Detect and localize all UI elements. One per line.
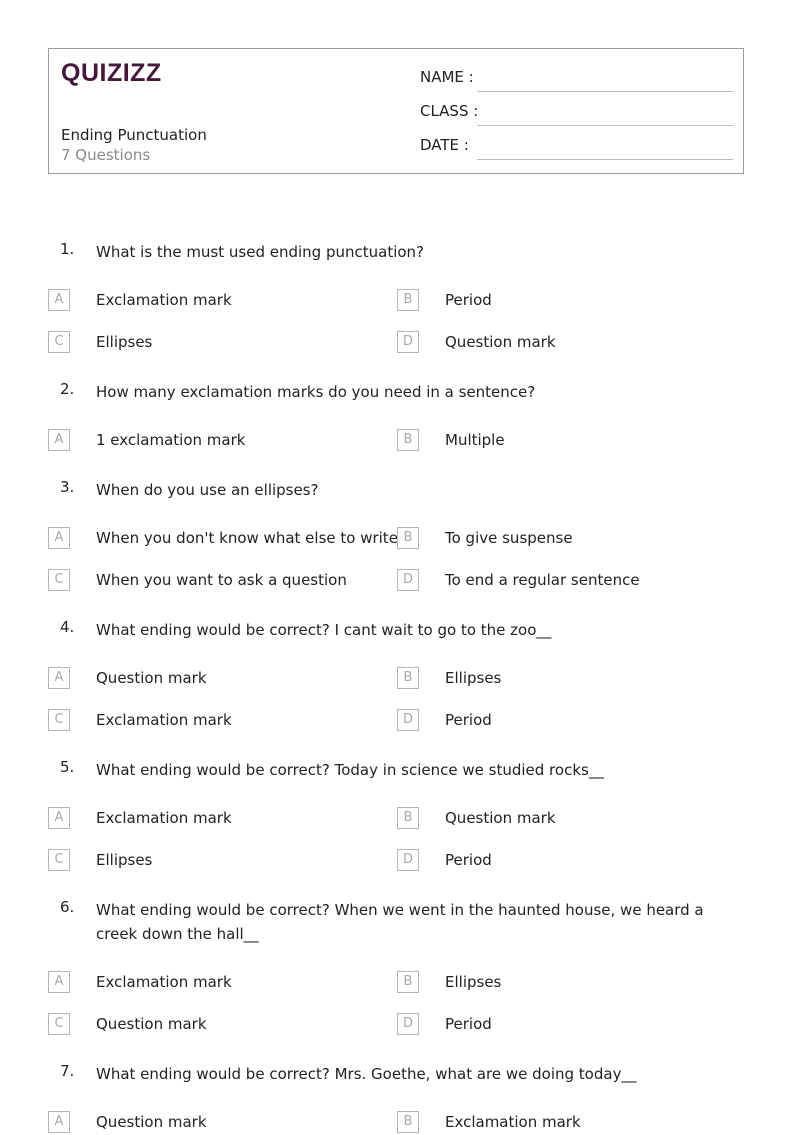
option-text: Question mark bbox=[445, 333, 556, 351]
question-number: 3. bbox=[60, 478, 75, 496]
option-letter-box[interactable]: A bbox=[48, 429, 70, 451]
option-letter-box[interactable]: A bbox=[48, 1111, 70, 1133]
question-text: How many exclamation marks do you need in a sentence? bbox=[96, 383, 536, 401]
option-letter-box[interactable]: C bbox=[48, 569, 70, 591]
question-text: What ending would be correct? When we went in the haunted house, we heard a creek down the hall__ bbox=[96, 901, 704, 943]
option-letter-box[interactable]: C bbox=[48, 709, 70, 731]
name-field[interactable] bbox=[420, 68, 733, 92]
option-letter-box[interactable]: D bbox=[397, 709, 419, 731]
name-line bbox=[477, 91, 733, 92]
option-letter-box[interactable]: B bbox=[397, 807, 419, 829]
question-text: What ending would be correct? Mrs. Goethe, what are we doing today__ bbox=[96, 1065, 637, 1083]
option-text: To end a regular sentence bbox=[445, 571, 640, 589]
option-text: 1 exclamation mark bbox=[96, 431, 246, 449]
question-text: What ending would be correct? I cant wait to go to the zoo__ bbox=[96, 621, 552, 639]
option-letter-box[interactable]: C bbox=[48, 331, 70, 353]
question-number: 2. bbox=[60, 380, 75, 398]
option-letter-box[interactable]: B bbox=[397, 527, 419, 549]
option-letter-box[interactable]: A bbox=[48, 527, 70, 549]
option-text: Ellipses bbox=[445, 669, 502, 687]
question-number: 7. bbox=[60, 1062, 75, 1080]
option-letter-box[interactable]: A bbox=[48, 807, 70, 829]
option-text: Multiple bbox=[445, 431, 505, 449]
option-text: Period bbox=[445, 711, 492, 729]
option-letter-box[interactable]: B bbox=[397, 289, 419, 311]
option-letter-box[interactable]: A bbox=[48, 667, 70, 689]
option-text: Exclamation mark bbox=[96, 711, 232, 729]
option-text: Period bbox=[445, 291, 492, 309]
option-letter-box[interactable]: D bbox=[397, 1013, 419, 1035]
date-label: DATE : bbox=[420, 136, 469, 154]
option-text: Question mark bbox=[445, 809, 556, 827]
option-text: When you don't know what else to write bbox=[96, 529, 398, 547]
class-line bbox=[477, 125, 733, 126]
option-text: Ellipses bbox=[96, 851, 153, 869]
question-number: 5. bbox=[60, 758, 75, 776]
question-number: 1. bbox=[60, 240, 75, 258]
option-text: Period bbox=[445, 851, 492, 869]
question-count: 7 Questions bbox=[61, 146, 151, 164]
date-field[interactable] bbox=[420, 136, 733, 160]
option-text: Exclamation mark bbox=[96, 973, 232, 991]
worksheet-title: Ending Punctuation bbox=[61, 126, 207, 144]
option-letter-box[interactable]: A bbox=[48, 971, 70, 993]
option-text: Exclamation mark bbox=[96, 809, 232, 827]
question-number: 4. bbox=[60, 618, 75, 636]
option-text: Question mark bbox=[96, 1015, 207, 1033]
name-label: NAME : bbox=[420, 68, 474, 86]
question-text: What ending would be correct? Today in science we studied rocks__ bbox=[96, 761, 604, 779]
option-letter-box[interactable]: A bbox=[48, 289, 70, 311]
option-text: Exclamation mark bbox=[96, 291, 232, 309]
class-field[interactable] bbox=[420, 102, 733, 126]
option-text: Ellipses bbox=[445, 973, 502, 991]
option-letter-box[interactable]: C bbox=[48, 849, 70, 871]
class-label: CLASS : bbox=[420, 102, 479, 120]
quizizz-logo: QUIZIZZ bbox=[61, 59, 162, 87]
worksheet-header bbox=[48, 48, 744, 174]
question-text: What is the must used ending punctuation? bbox=[96, 243, 425, 261]
option-text: Question mark bbox=[96, 1113, 207, 1131]
option-letter-box[interactable]: B bbox=[397, 971, 419, 993]
option-text: Question mark bbox=[96, 669, 207, 687]
option-letter-box[interactable]: D bbox=[397, 331, 419, 353]
option-text: Ellipses bbox=[96, 333, 153, 351]
option-letter-box[interactable]: D bbox=[397, 569, 419, 591]
option-letter-box[interactable]: B bbox=[397, 667, 419, 689]
date-line bbox=[477, 159, 733, 160]
question-number: 6. bbox=[60, 898, 75, 916]
option-letter-box[interactable]: D bbox=[397, 849, 419, 871]
option-text: Period bbox=[445, 1015, 492, 1033]
option-text: Exclamation mark bbox=[445, 1113, 581, 1131]
option-letter-box[interactable]: C bbox=[48, 1013, 70, 1035]
option-text: When you want to ask a question bbox=[96, 571, 347, 589]
option-letter-box[interactable]: B bbox=[397, 1111, 419, 1133]
option-text: To give suspense bbox=[445, 529, 573, 547]
question-text: When do you use an ellipses? bbox=[96, 481, 319, 499]
option-letter-box[interactable]: B bbox=[397, 429, 419, 451]
